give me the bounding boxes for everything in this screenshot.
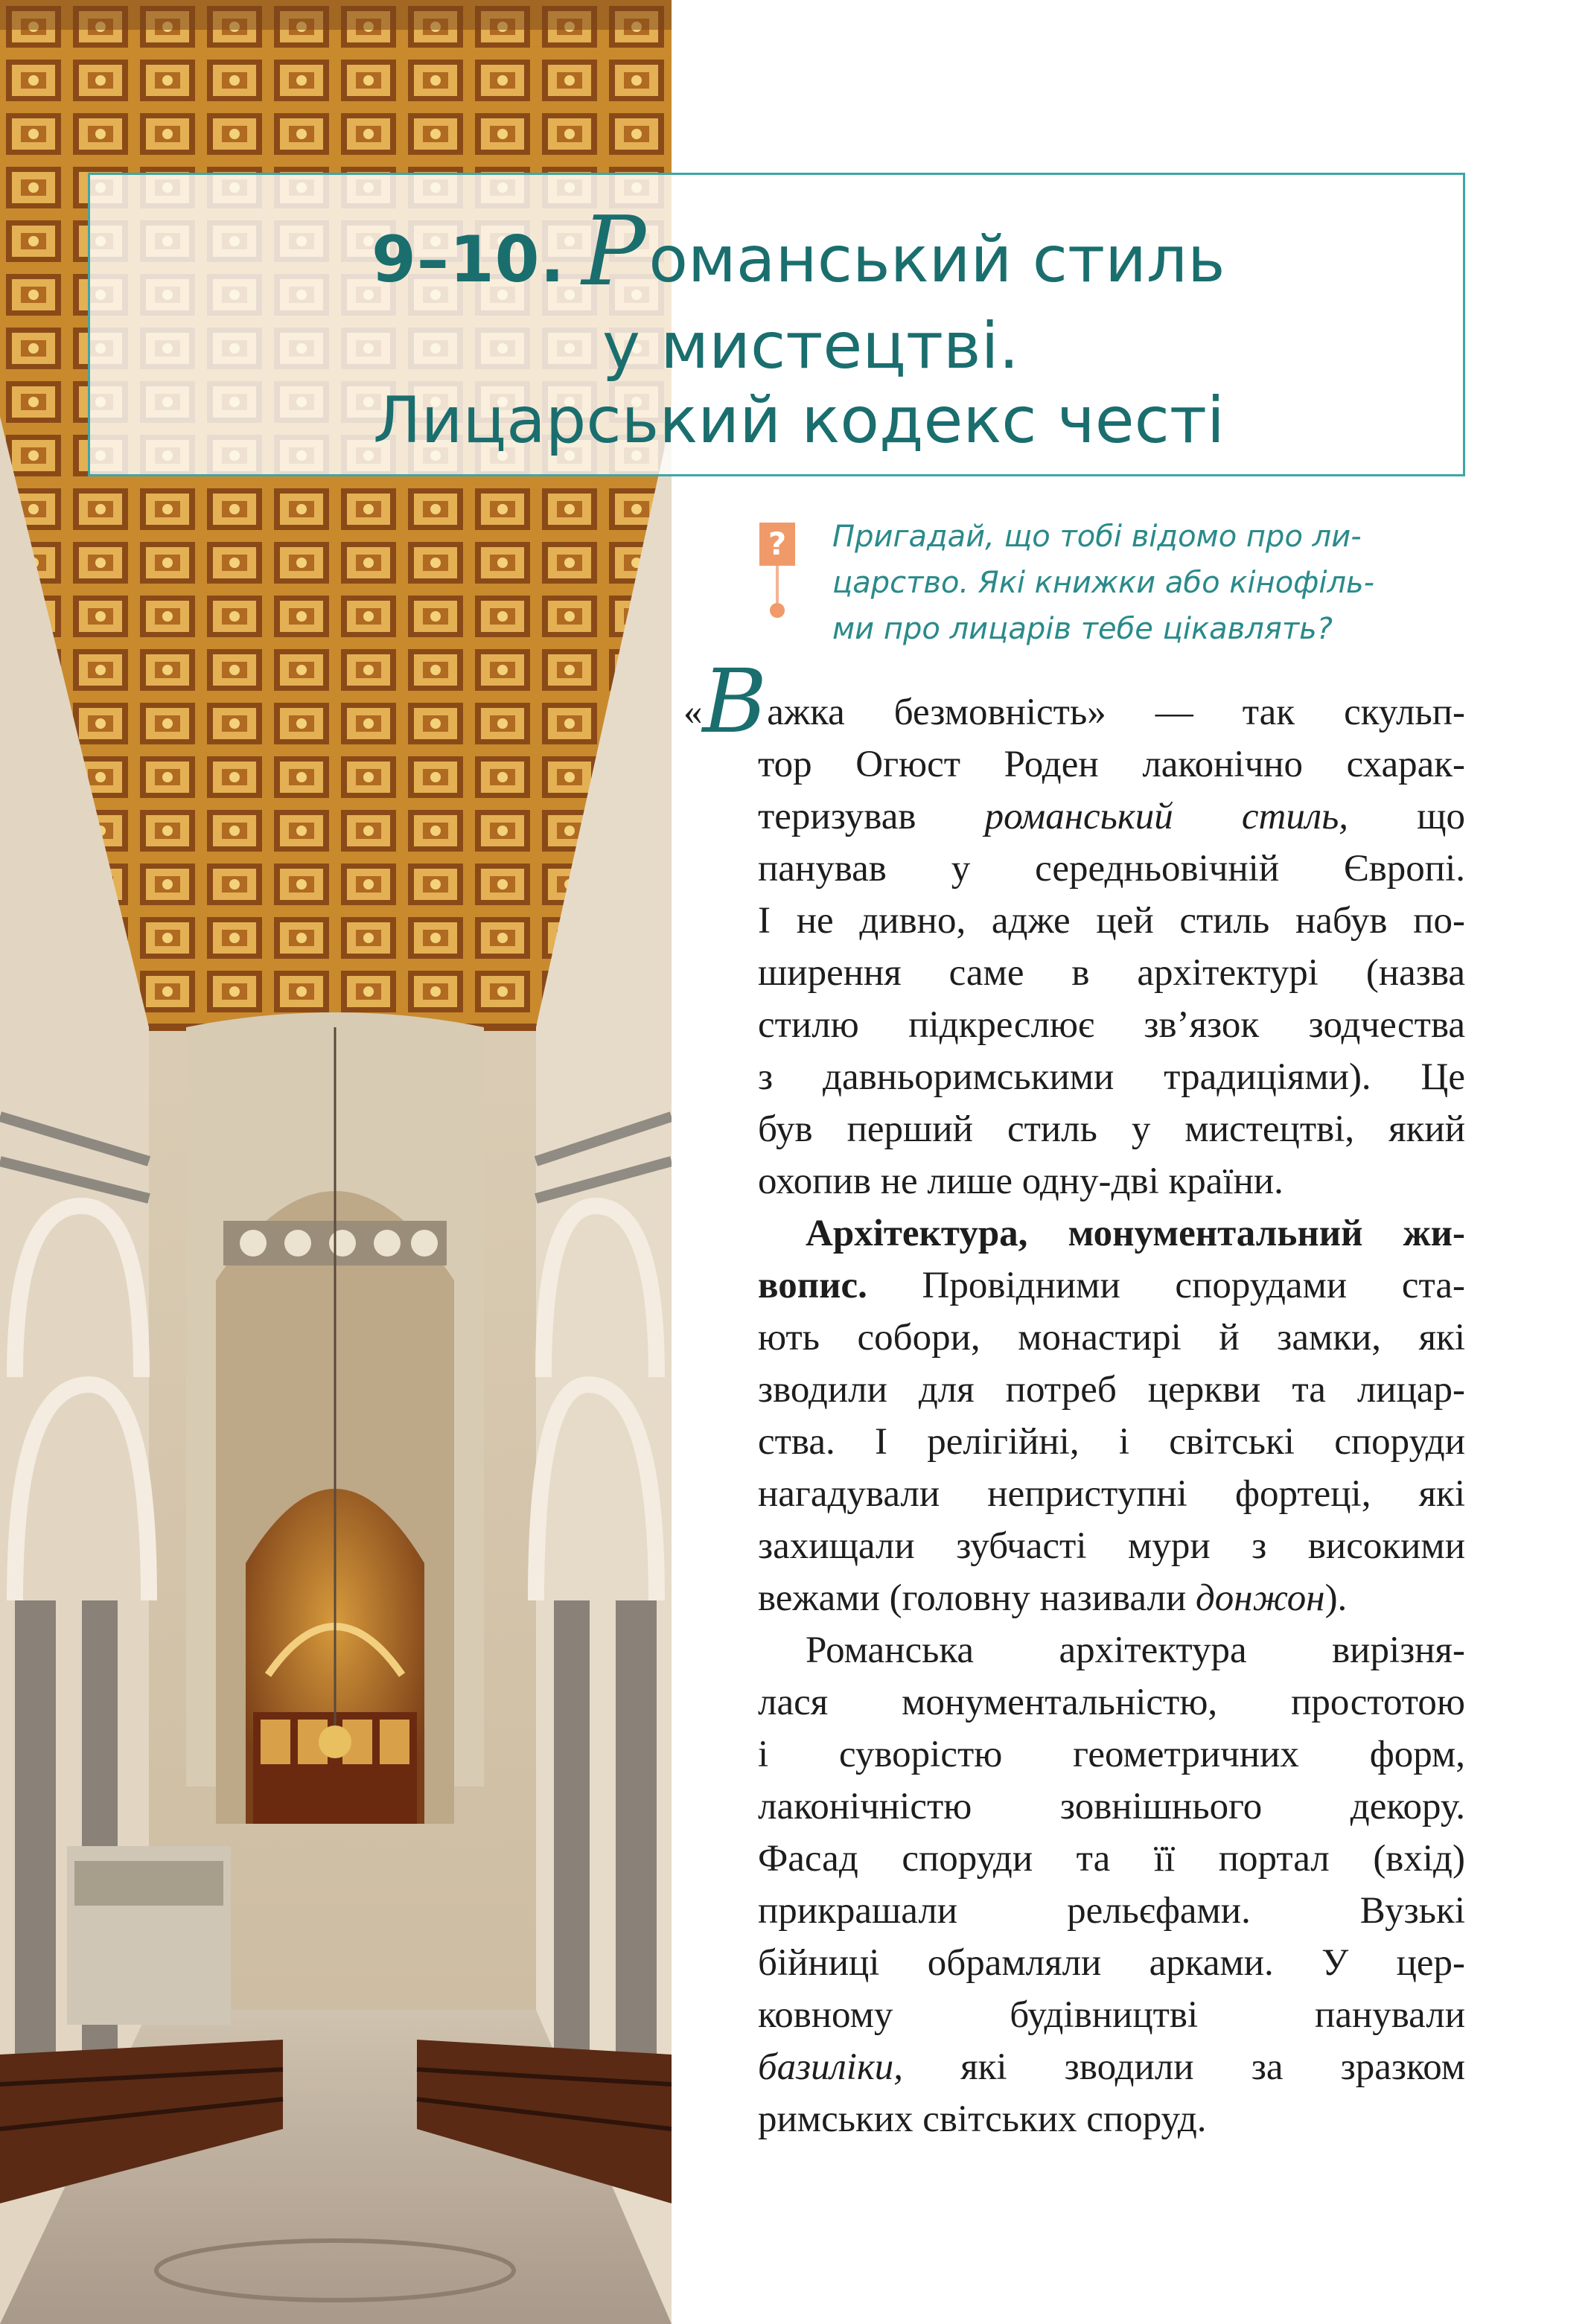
term-basilicas: базиліки, bbox=[758, 2046, 904, 2088]
body-line bbox=[758, 1260, 1465, 1312]
body-text bbox=[683, 650, 1465, 2145]
title-line-1 bbox=[372, 197, 1225, 307]
title-line-3: Лицарський кодекс честі bbox=[373, 383, 1225, 458]
question-line: царство. Які книжки або кінофіль- bbox=[832, 566, 1375, 600]
term-romanesque-style: романський стиль, bbox=[984, 796, 1349, 837]
body-line: тор Огюст Роден лаконічно схарак- bbox=[758, 744, 1465, 785]
body-line: охопив не лише одну-дві країни. bbox=[758, 1161, 1284, 1202]
body-line: зводили для потреб церкви та лицар- bbox=[758, 1369, 1465, 1411]
body-line: нагадували неприступні фортеці, які bbox=[758, 1473, 1465, 1515]
body-line: лася монументальністю, простотою bbox=[758, 1682, 1465, 1723]
body-line: І не дивно, адже цей стиль набув по- bbox=[758, 900, 1465, 942]
body-line: ширення саме в архітектурі (назва bbox=[758, 952, 1465, 994]
body-line: з давньоримськими традиціями). Це bbox=[758, 1056, 1465, 1098]
body-line-text: теризував bbox=[758, 796, 985, 837]
term-donjon: донжон bbox=[1196, 1577, 1325, 1619]
question-icon-dot bbox=[770, 603, 785, 618]
lesson-title-box bbox=[88, 173, 1465, 476]
section-heading-end: вопис. bbox=[758, 1265, 867, 1306]
body-line bbox=[683, 650, 1465, 753]
title-line-2: у мистецтві. bbox=[602, 309, 1019, 383]
body-line: був перший стиль у мистецтві, який bbox=[758, 1108, 1465, 1150]
body-line: Фасад споруди та її портал (вхід) bbox=[758, 1838, 1465, 1880]
body-line: лаконічністю зовнішнього декору. bbox=[758, 1786, 1465, 1827]
body-line: стилю підкреслює зв’язок зодчества bbox=[758, 1004, 1465, 1046]
body-line: ють собори, монастирі й замки, які bbox=[758, 1317, 1465, 1359]
question-line: ми про лицарів тебе цікавлять? bbox=[832, 612, 1333, 646]
title-initial: Р bbox=[581, 197, 646, 307]
body-line-text: Провідними спорудами ста- bbox=[867, 1265, 1465, 1306]
question-icon: ? bbox=[759, 523, 795, 566]
body-line-text: вежами (головну називали bbox=[758, 1577, 1196, 1619]
body-line-text: що bbox=[1348, 796, 1465, 837]
question-icon-stem bbox=[776, 566, 779, 604]
body-line: захищали зубчасті мури з високими bbox=[758, 1525, 1465, 1567]
body-line: ства. І релігійні, і світські споруди bbox=[758, 1421, 1465, 1463]
body-line bbox=[758, 2041, 1465, 2093]
drop-cap: В bbox=[702, 650, 768, 753]
section-heading: Архітектура, монументальний жи- bbox=[806, 1213, 1465, 1254]
body-line bbox=[758, 791, 1465, 843]
body-line: прикрашали рельєфами. Вузькі bbox=[758, 1890, 1465, 1932]
title-line-1-text: оманський стиль bbox=[648, 223, 1225, 297]
body-line: бійниці обрамляли арками. У цер- bbox=[758, 1942, 1465, 1984]
lesson-number: 9–10. bbox=[372, 223, 566, 297]
question-line: Пригадай, що тобі відомо про ли- bbox=[832, 520, 1362, 554]
body-line bbox=[758, 1572, 1465, 1624]
body-line: ковному будівництві панували bbox=[758, 1994, 1465, 2036]
body-line-text: ажка безмовність» — так скульп- bbox=[767, 692, 1465, 733]
body-line-text: які зводили за зразком bbox=[903, 2046, 1465, 2088]
body-line: римських світських споруд. bbox=[758, 2098, 1207, 2140]
body-line-text: ). bbox=[1324, 1577, 1348, 1619]
body-line: і суворістю геометричних форм, bbox=[758, 1734, 1465, 1775]
body-line: панував у середньовічній Європі. bbox=[758, 848, 1465, 890]
body-line: Романська архітектура вирізня- bbox=[806, 1629, 1465, 1671]
recall-question bbox=[832, 514, 1473, 652]
open-quote: « bbox=[683, 692, 703, 733]
